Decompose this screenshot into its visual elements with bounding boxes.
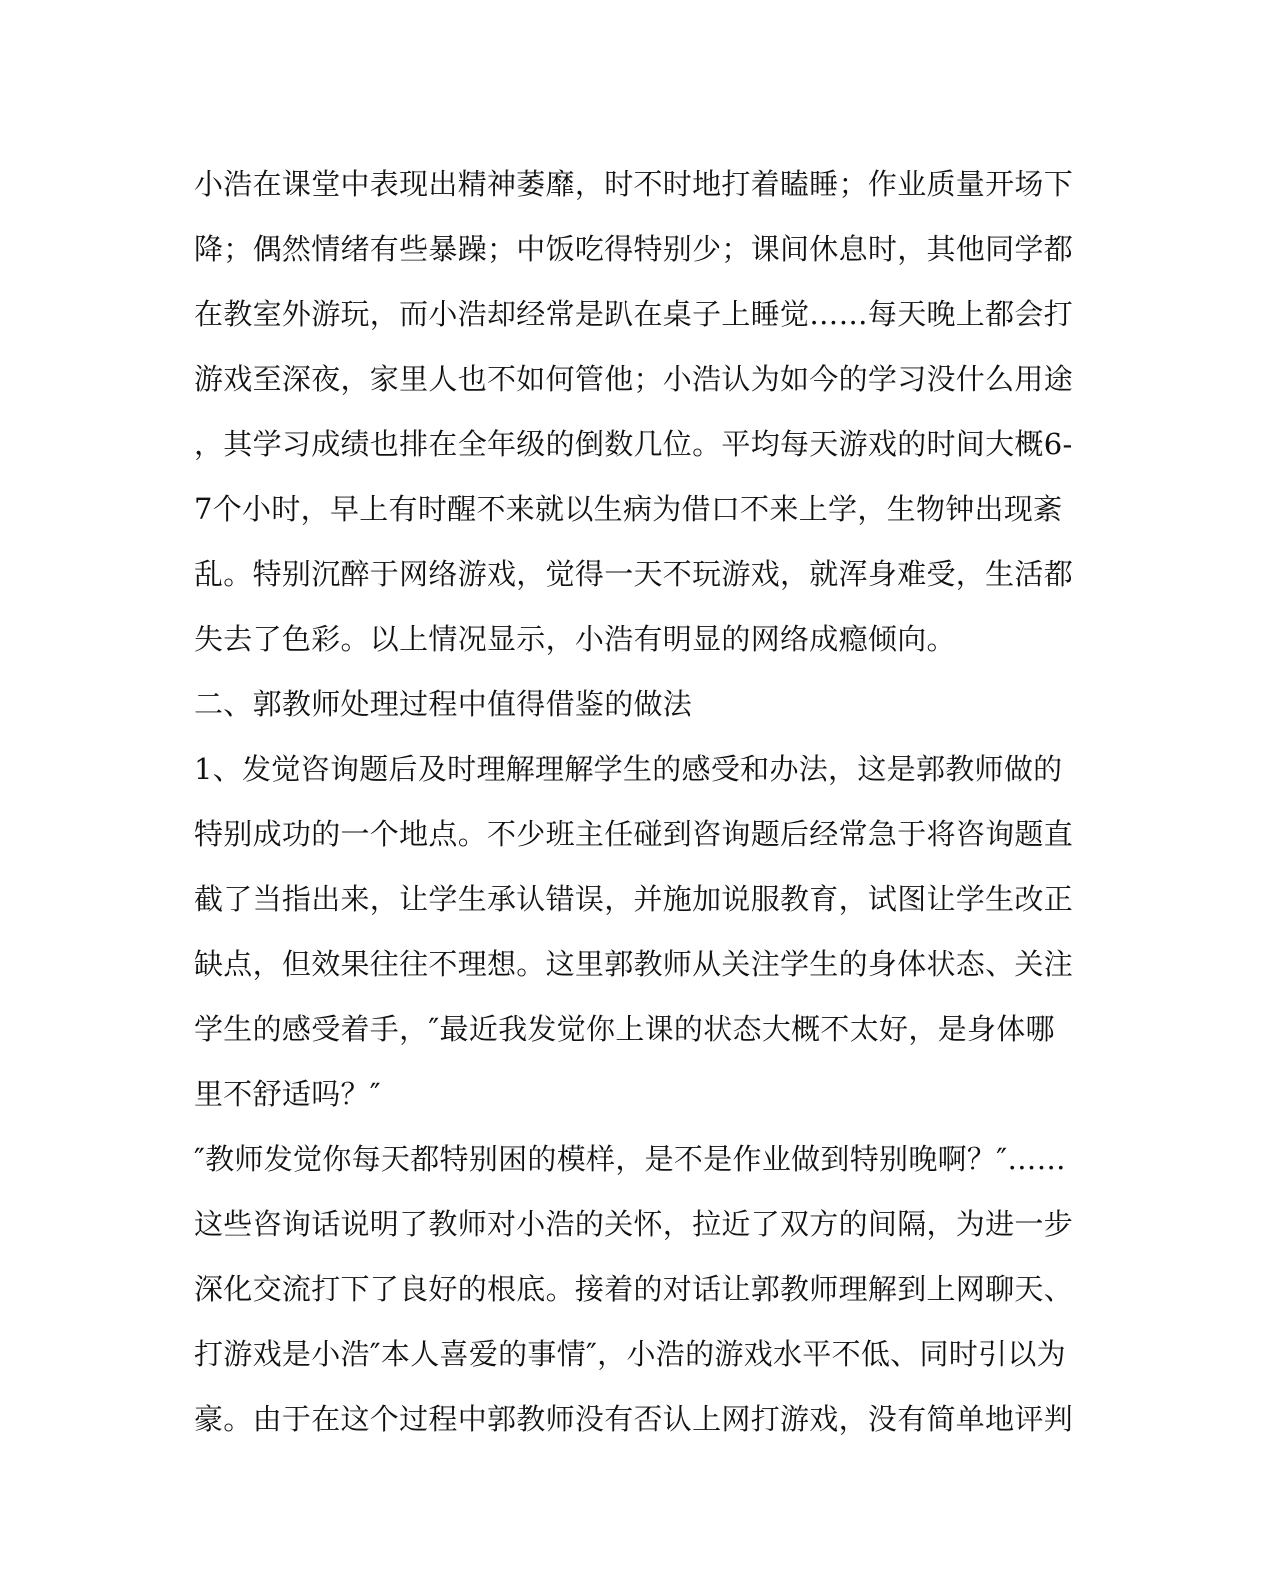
text-line: 深化交流打下了良好的根底。接着的对话让郭教师理解到上网聊天、 [194,1272,1074,1306]
text-line: 里不舒适吗？″ [194,1077,381,1111]
text-line: 1、发觉咨询题后及时理解理解学生的感受和办法，这是郭教师做的 [194,752,1063,786]
text-line: 在教室外游玩，而小浩却经常是趴在桌子上睡觉……每天晚上都会打 [194,297,1074,331]
text-line: 特别成功的一个地点。不少班主任碰到咨询题后经常急于将咨询题直 [194,817,1074,851]
text-line: 学生的感受着手，″最近我发觉你上课的状态大概不太好，是身体哪 [194,1012,1055,1046]
body-text [194,160,1074,1460]
text-line: 截了当指出来，让学生承认错误，并施加说服教育，试图让学生改正 [194,882,1074,916]
text-line: 失去了色彩。以上情况显示，小浩有明显的网络成瘾倾向。 [194,622,956,656]
text-line: 7个小时，早上有时醒不来就以生病为借口不来上学，生物钟出现紊 [194,492,1063,526]
text-line: 乱。特别沉醉于网络游戏，觉得一天不玩游戏，就浑身难受，生活都 [194,557,1074,591]
text-line: ，其学习成绩也排在全年级的倒数几位。平均每天游戏的时间大概6- [194,427,1073,461]
text-line: 这些咨询话说明了教师对小浩的关怀，拉近了双方的间隔，为进一步 [194,1207,1074,1241]
text-line: ″教师发觉你每天都特别困的模样，是不是作业做到特别晚啊？″…… [194,1142,1066,1176]
text-line: 缺点，但效果往往不理想。这里郭教师从关注学生的身体状态、关注 [194,947,1074,981]
section-heading: 二、郭教师处理过程中值得借鉴的做法 [194,687,693,721]
text-line: 打游戏是小浩″本人喜爱的事情″，小浩的游戏水平不低、同时引以为 [194,1337,1066,1371]
text-line: 豪。由于在这个过程中郭教师没有否认上网打游戏，没有简单地评判 [194,1402,1074,1436]
text-line: 游戏至深夜，家里人也不如何管他；小浩认为如今的学习没什么用途 [194,362,1074,396]
text-line: 小浩在课堂中表现出精神萎靡，时不时地打着瞌睡；作业质量开场下 [194,167,1074,201]
text-line: 降；偶然情绪有些暴躁；中饭吃得特别少；课间休息时，其他同学都 [194,232,1074,266]
